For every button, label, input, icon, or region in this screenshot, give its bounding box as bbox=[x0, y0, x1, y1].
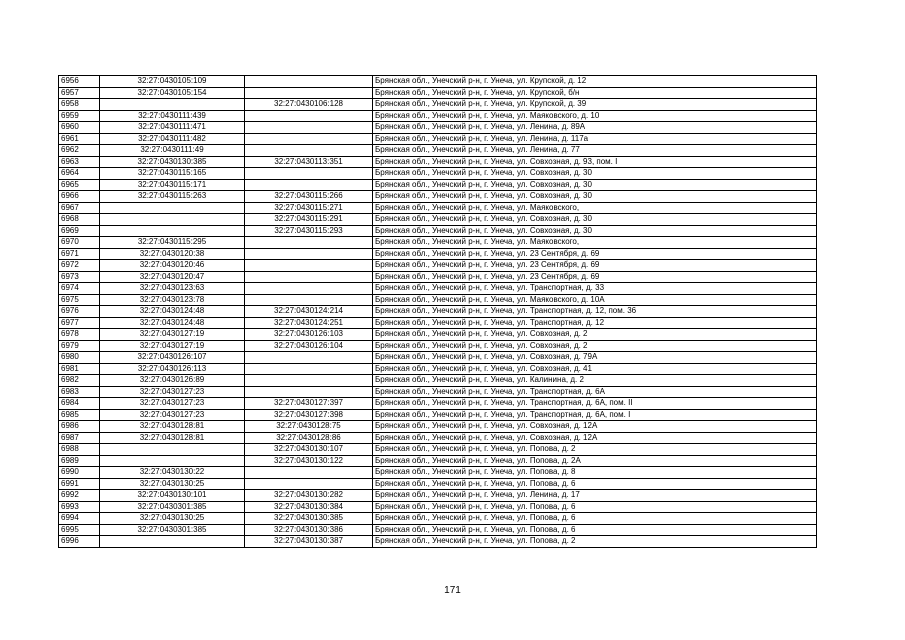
cadastral-number-cell: 32:27:0430111:482 bbox=[100, 133, 245, 145]
cadastral-number-cell: 32:27:0430127:19 bbox=[100, 329, 245, 341]
address-cell: Брянская обл., Унечский р-н, г. Унеча, ул. Совхозная, д. 93, пом. I bbox=[373, 156, 817, 168]
address-cell: Брянская обл., Унечский р-н, г. Унеча, ул. Маяковского, д. 10 bbox=[373, 110, 817, 122]
address-cell: Брянская обл., Унечский р-н, г. Унеча, ул. Попова, д. 2 bbox=[373, 444, 817, 456]
address-cell: Брянская обл., Унечский р-н, г. Унеча, ул. Калинина, д. 2 bbox=[373, 375, 817, 387]
row-number-cell: 6986 bbox=[59, 421, 100, 433]
address-cell: Брянская обл., Унечский р-н, г. Унеча, ул. Совхозная, д. 30 bbox=[373, 168, 817, 180]
linked-cadastral-number-cell bbox=[245, 248, 373, 260]
cadastral-number-cell: 32:27:0430127:23 bbox=[100, 386, 245, 398]
linked-cadastral-number-cell: 32:27:0430126:104 bbox=[245, 340, 373, 352]
row-number-cell: 6972 bbox=[59, 260, 100, 272]
cadastral-number-cell: 32:27:0430127:23 bbox=[100, 398, 245, 410]
linked-cadastral-number-cell: 32:27:0430128:75 bbox=[245, 421, 373, 433]
address-cell: Брянская обл., Унечский р-н, г. Унеча, ул. 23 Сентября, д. 69 bbox=[373, 271, 817, 283]
table-row bbox=[59, 87, 817, 99]
linked-cadastral-number-cell: 32:27:0430106:128 bbox=[245, 99, 373, 111]
row-number-cell: 6969 bbox=[59, 225, 100, 237]
cadastral-number-cell: 32:27:0430124:48 bbox=[100, 317, 245, 329]
address-cell: Брянская обл., Унечский р-н, г. Унеча, ул. Транспортная, д. 6А, пом. II bbox=[373, 398, 817, 410]
cadastral-number-cell bbox=[100, 202, 245, 214]
cadastral-number-cell: 32:27:0430126:113 bbox=[100, 363, 245, 375]
table-row bbox=[59, 271, 817, 283]
table-row bbox=[59, 501, 817, 513]
cadastral-number-cell: 32:27:0430126:89 bbox=[100, 375, 245, 387]
table-row bbox=[59, 363, 817, 375]
address-cell: Брянская обл., Унечский р-н, г. Унеча, ул. Попова, д. 6 bbox=[373, 513, 817, 525]
row-number-cell: 6983 bbox=[59, 386, 100, 398]
cadastral-number-cell: 32:27:0430120:47 bbox=[100, 271, 245, 283]
row-number-cell: 6977 bbox=[59, 317, 100, 329]
table-row bbox=[59, 409, 817, 421]
table-row bbox=[59, 444, 817, 456]
linked-cadastral-number-cell bbox=[245, 122, 373, 134]
table-row bbox=[59, 352, 817, 364]
cadastral-number-cell: 32:27:0430105:109 bbox=[100, 76, 245, 88]
row-number-cell: 6959 bbox=[59, 110, 100, 122]
row-number-cell: 6990 bbox=[59, 467, 100, 479]
row-number-cell: 6964 bbox=[59, 168, 100, 180]
cadastral-number-cell bbox=[100, 225, 245, 237]
cadastral-number-cell: 32:27:0430120:46 bbox=[100, 260, 245, 272]
linked-cadastral-number-cell bbox=[245, 145, 373, 157]
address-cell: Брянская обл., Унечский р-н, г. Унеча, ул. Маяковского, bbox=[373, 202, 817, 214]
cadastral-number-cell: 32:27:0430127:23 bbox=[100, 409, 245, 421]
cadastral-number-cell: 32:27:0430111:49 bbox=[100, 145, 245, 157]
address-cell: Брянская обл., Унечский р-н, г. Унеча, ул. Маяковского, bbox=[373, 237, 817, 249]
table-row bbox=[59, 145, 817, 157]
address-cell: Брянская обл., Унечский р-н, г. Унеча, ул. Совхозная, д. 30 bbox=[373, 225, 817, 237]
cadastral-number-cell: 32:27:0430105:154 bbox=[100, 87, 245, 99]
address-cell: Брянская обл., Унечский р-н, г. Унеча, ул. Совхозная, д. 30 bbox=[373, 214, 817, 226]
row-number-cell: 6960 bbox=[59, 122, 100, 134]
linked-cadastral-number-cell: 32:27:0430115:266 bbox=[245, 191, 373, 203]
linked-cadastral-number-cell: 32:27:0430126:103 bbox=[245, 329, 373, 341]
table-row bbox=[59, 202, 817, 214]
table-row bbox=[59, 225, 817, 237]
linked-cadastral-number-cell: 32:27:0430127:398 bbox=[245, 409, 373, 421]
linked-cadastral-number-cell: 32:27:0430130:282 bbox=[245, 490, 373, 502]
linked-cadastral-number-cell: 32:27:0430130:387 bbox=[245, 536, 373, 548]
address-cell: Брянская обл., Унечский р-н, г. Унеча, ул. Транспортная, д. 6А, пом. I bbox=[373, 409, 817, 421]
table-row bbox=[59, 524, 817, 536]
row-number-cell: 6981 bbox=[59, 363, 100, 375]
linked-cadastral-number-cell bbox=[245, 87, 373, 99]
cadastral-number-cell: 32:27:0430111:471 bbox=[100, 122, 245, 134]
cadastral-number-cell: 32:27:0430301:385 bbox=[100, 524, 245, 536]
row-number-cell: 6975 bbox=[59, 294, 100, 306]
linked-cadastral-number-cell bbox=[245, 375, 373, 387]
linked-cadastral-number-cell: 32:27:0430124:251 bbox=[245, 317, 373, 329]
cadastral-number-cell: 32:27:0430130:101 bbox=[100, 490, 245, 502]
linked-cadastral-number-cell bbox=[245, 237, 373, 249]
cadastral-number-cell bbox=[100, 444, 245, 456]
cadastral-number-cell: 32:27:0430123:78 bbox=[100, 294, 245, 306]
address-cell: Брянская обл., Унечский р-н, г. Унеча, ул. Совхозная, д. 2 bbox=[373, 329, 817, 341]
address-cell: Брянская обл., Унечский р-н, г. Унеча, ул. Совхозная, д. 30 bbox=[373, 179, 817, 191]
linked-cadastral-number-cell bbox=[245, 386, 373, 398]
row-number-cell: 6973 bbox=[59, 271, 100, 283]
address-cell: Брянская обл., Унечский р-н, г. Унеча, ул. Маяковского, д. 10А bbox=[373, 294, 817, 306]
table-row bbox=[59, 99, 817, 111]
linked-cadastral-number-cell bbox=[245, 76, 373, 88]
row-number-cell: 6965 bbox=[59, 179, 100, 191]
table-row bbox=[59, 536, 817, 548]
address-cell: Брянская обл., Унечский р-н, г. Унеча, ул. Транспортная, д. 12, пом. 36 bbox=[373, 306, 817, 318]
row-number-cell: 6957 bbox=[59, 87, 100, 99]
linked-cadastral-number-cell: 32:27:0430127:397 bbox=[245, 398, 373, 410]
table-row bbox=[59, 340, 817, 352]
cadastral-number-cell: 32:27:0430128:81 bbox=[100, 421, 245, 433]
table-row bbox=[59, 122, 817, 134]
cadastral-number-cell bbox=[100, 536, 245, 548]
row-number-cell: 6968 bbox=[59, 214, 100, 226]
linked-cadastral-number-cell: 32:27:0430115:271 bbox=[245, 202, 373, 214]
table-row bbox=[59, 248, 817, 260]
table-row bbox=[59, 260, 817, 272]
linked-cadastral-number-cell bbox=[245, 260, 373, 272]
row-number-cell: 6984 bbox=[59, 398, 100, 410]
row-number-cell: 6962 bbox=[59, 145, 100, 157]
table-row bbox=[59, 467, 817, 479]
linked-cadastral-number-cell bbox=[245, 179, 373, 191]
linked-cadastral-number-cell bbox=[245, 363, 373, 375]
registry-table bbox=[58, 75, 817, 548]
cadastral-number-cell: 32:27:0430301:385 bbox=[100, 501, 245, 513]
row-number-cell: 6992 bbox=[59, 490, 100, 502]
linked-cadastral-number-cell: 32:27:0430124:214 bbox=[245, 306, 373, 318]
linked-cadastral-number-cell: 32:27:0430130:385 bbox=[245, 513, 373, 525]
address-cell: Брянская обл., Унечский р-н, г. Унеча, ул. Попова, д. 6 bbox=[373, 501, 817, 513]
cadastral-number-cell: 32:27:0430126:107 bbox=[100, 352, 245, 364]
table-row bbox=[59, 421, 817, 433]
row-number-cell: 6963 bbox=[59, 156, 100, 168]
address-cell: Брянская обл., Унечский р-н, г. Унеча, ул. Попова, д. 8 bbox=[373, 467, 817, 479]
row-number-cell: 6982 bbox=[59, 375, 100, 387]
table-row bbox=[59, 237, 817, 249]
table-row bbox=[59, 490, 817, 502]
address-cell: Брянская обл., Унечский р-н, г. Унеча, ул. Совхозная, д. 2 bbox=[373, 340, 817, 352]
table-row bbox=[59, 432, 817, 444]
cadastral-number-cell bbox=[100, 455, 245, 467]
table-row bbox=[59, 76, 817, 88]
table-row bbox=[59, 375, 817, 387]
row-number-cell: 6987 bbox=[59, 432, 100, 444]
row-number-cell: 6979 bbox=[59, 340, 100, 352]
linked-cadastral-number-cell bbox=[245, 467, 373, 479]
row-number-cell: 6966 bbox=[59, 191, 100, 203]
table-row bbox=[59, 133, 817, 145]
row-number-cell: 6971 bbox=[59, 248, 100, 260]
linked-cadastral-number-cell bbox=[245, 271, 373, 283]
linked-cadastral-number-cell bbox=[245, 133, 373, 145]
row-number-cell: 6989 bbox=[59, 455, 100, 467]
table-row bbox=[59, 283, 817, 295]
cadastral-number-cell bbox=[100, 99, 245, 111]
linked-cadastral-number-cell: 32:27:0430130:384 bbox=[245, 501, 373, 513]
linked-cadastral-number-cell: 32:27:0430130:386 bbox=[245, 524, 373, 536]
row-number-cell: 6996 bbox=[59, 536, 100, 548]
address-cell: Брянская обл., Унечский р-н, г. Унеча, ул. Крупской, б/н bbox=[373, 87, 817, 99]
cadastral-number-cell: 32:27:0430130:22 bbox=[100, 467, 245, 479]
row-number-cell: 6976 bbox=[59, 306, 100, 318]
linked-cadastral-number-cell: 32:27:0430113:351 bbox=[245, 156, 373, 168]
table-row bbox=[59, 179, 817, 191]
table-row bbox=[59, 455, 817, 467]
cadastral-number-cell: 32:27:0430128:81 bbox=[100, 432, 245, 444]
cadastral-number-cell: 32:27:0430127:19 bbox=[100, 340, 245, 352]
address-cell: Брянская обл., Унечский р-н, г. Унеча, ул. Попова, д. 2А bbox=[373, 455, 817, 467]
address-cell: Брянская обл., Унечский р-н, г. Унеча, ул. Совхозная, д. 12А bbox=[373, 421, 817, 433]
linked-cadastral-number-cell bbox=[245, 352, 373, 364]
linked-cadastral-number-cell bbox=[245, 110, 373, 122]
linked-cadastral-number-cell bbox=[245, 168, 373, 180]
table-row bbox=[59, 478, 817, 490]
row-number-cell: 6994 bbox=[59, 513, 100, 525]
address-cell: Брянская обл., Унечский р-н, г. Унеча, ул. 23 Сентября, д. 69 bbox=[373, 248, 817, 260]
table-row bbox=[59, 110, 817, 122]
linked-cadastral-number-cell: 32:27:0430128:86 bbox=[245, 432, 373, 444]
address-cell: Брянская обл., Унечский р-н, г. Унеча, ул. Совхозная, д. 79А bbox=[373, 352, 817, 364]
linked-cadastral-number-cell: 32:27:0430115:293 bbox=[245, 225, 373, 237]
table-row bbox=[59, 317, 817, 329]
cadastral-number-cell: 32:27:0430130:385 bbox=[100, 156, 245, 168]
address-cell: Брянская обл., Унечский р-н, г. Унеча, ул. Ленина, д. 77 bbox=[373, 145, 817, 157]
cadastral-number-cell: 32:27:0430120:38 bbox=[100, 248, 245, 260]
table-row bbox=[59, 306, 817, 318]
linked-cadastral-number-cell: 32:27:0430115:291 bbox=[245, 214, 373, 226]
address-cell: Брянская обл., Унечский р-н, г. Унеча, ул. Попова, д. 6 bbox=[373, 524, 817, 536]
address-cell: Брянская обл., Унечский р-н, г. Унеча, ул. Крупской, д. 12 bbox=[373, 76, 817, 88]
cadastral-number-cell: 32:27:0430124:48 bbox=[100, 306, 245, 318]
linked-cadastral-number-cell: 32:27:0430130:122 bbox=[245, 455, 373, 467]
cadastral-number-cell: 32:27:0430130:25 bbox=[100, 478, 245, 490]
row-number-cell: 6985 bbox=[59, 409, 100, 421]
row-number-cell: 6956 bbox=[59, 76, 100, 88]
address-cell: Брянская обл., Унечский р-н, г. Унеча, ул. Ленина, д. 17 bbox=[373, 490, 817, 502]
table-row bbox=[59, 214, 817, 226]
address-cell: Брянская обл., Унечский р-н, г. Унеча, ул. Совхозная, д. 12А bbox=[373, 432, 817, 444]
row-number-cell: 6970 bbox=[59, 237, 100, 249]
address-cell: Брянская обл., Унечский р-н, г. Унеча, ул. Транспортная, д. 6А bbox=[373, 386, 817, 398]
row-number-cell: 6991 bbox=[59, 478, 100, 490]
address-cell: Брянская обл., Унечский р-н, г. Унеча, ул. Транспортная, д. 33 bbox=[373, 283, 817, 295]
row-number-cell: 6995 bbox=[59, 524, 100, 536]
address-cell: Брянская обл., Унечский р-н, г. Унеча, ул. Попова, д. 2 bbox=[373, 536, 817, 548]
row-number-cell: 6993 bbox=[59, 501, 100, 513]
cadastral-number-cell: 32:27:0430123:63 bbox=[100, 283, 245, 295]
cadastral-number-cell: 32:27:0430115:165 bbox=[100, 168, 245, 180]
cadastral-number-cell: 32:27:0430111:439 bbox=[100, 110, 245, 122]
address-cell: Брянская обл., Унечский р-н, г. Унеча, ул. Ленина, д. 89А bbox=[373, 122, 817, 134]
registry-table-body bbox=[59, 76, 817, 548]
table-row bbox=[59, 294, 817, 306]
row-number-cell: 6961 bbox=[59, 133, 100, 145]
table-row bbox=[59, 386, 817, 398]
address-cell: Брянская обл., Унечский р-н, г. Унеча, ул. 23 Сентября, д. 69 bbox=[373, 260, 817, 272]
table-row bbox=[59, 398, 817, 410]
row-number-cell: 6978 bbox=[59, 329, 100, 341]
address-cell: Брянская обл., Унечский р-н, г. Унеча, ул. Попова, д. 6 bbox=[373, 478, 817, 490]
row-number-cell: 6974 bbox=[59, 283, 100, 295]
table-row bbox=[59, 513, 817, 525]
table-row bbox=[59, 156, 817, 168]
linked-cadastral-number-cell bbox=[245, 478, 373, 490]
address-cell: Брянская обл., Унечский р-н, г. Унеча, ул. Ленина, д. 117а bbox=[373, 133, 817, 145]
address-cell: Брянская обл., Унечский р-н, г. Унеча, ул. Крупской, д. 39 bbox=[373, 99, 817, 111]
cadastral-number-cell: 32:27:0430115:171 bbox=[100, 179, 245, 191]
cadastral-number-cell: 32:27:0430130:25 bbox=[100, 513, 245, 525]
table-row bbox=[59, 329, 817, 341]
page-number: 171 bbox=[444, 585, 461, 596]
row-number-cell: 6980 bbox=[59, 352, 100, 364]
table-row bbox=[59, 191, 817, 203]
row-number-cell: 6958 bbox=[59, 99, 100, 111]
linked-cadastral-number-cell: 32:27:0430130:107 bbox=[245, 444, 373, 456]
cadastral-number-cell: 32:27:0430115:295 bbox=[100, 237, 245, 249]
address-cell: Брянская обл., Унечский р-н, г. Унеча, ул. Совхозная, д. 30 bbox=[373, 191, 817, 203]
cadastral-number-cell: 32:27:0430115:263 bbox=[100, 191, 245, 203]
linked-cadastral-number-cell bbox=[245, 283, 373, 295]
address-cell: Брянская обл., Унечский р-н, г. Унеча, ул. Совхозная, д. 41 bbox=[373, 363, 817, 375]
table-row bbox=[59, 168, 817, 180]
cadastral-number-cell bbox=[100, 214, 245, 226]
row-number-cell: 6988 bbox=[59, 444, 100, 456]
row-number-cell: 6967 bbox=[59, 202, 100, 214]
address-cell: Брянская обл., Унечский р-н, г. Унеча, ул. Транспортная, д. 12 bbox=[373, 317, 817, 329]
linked-cadastral-number-cell bbox=[245, 294, 373, 306]
